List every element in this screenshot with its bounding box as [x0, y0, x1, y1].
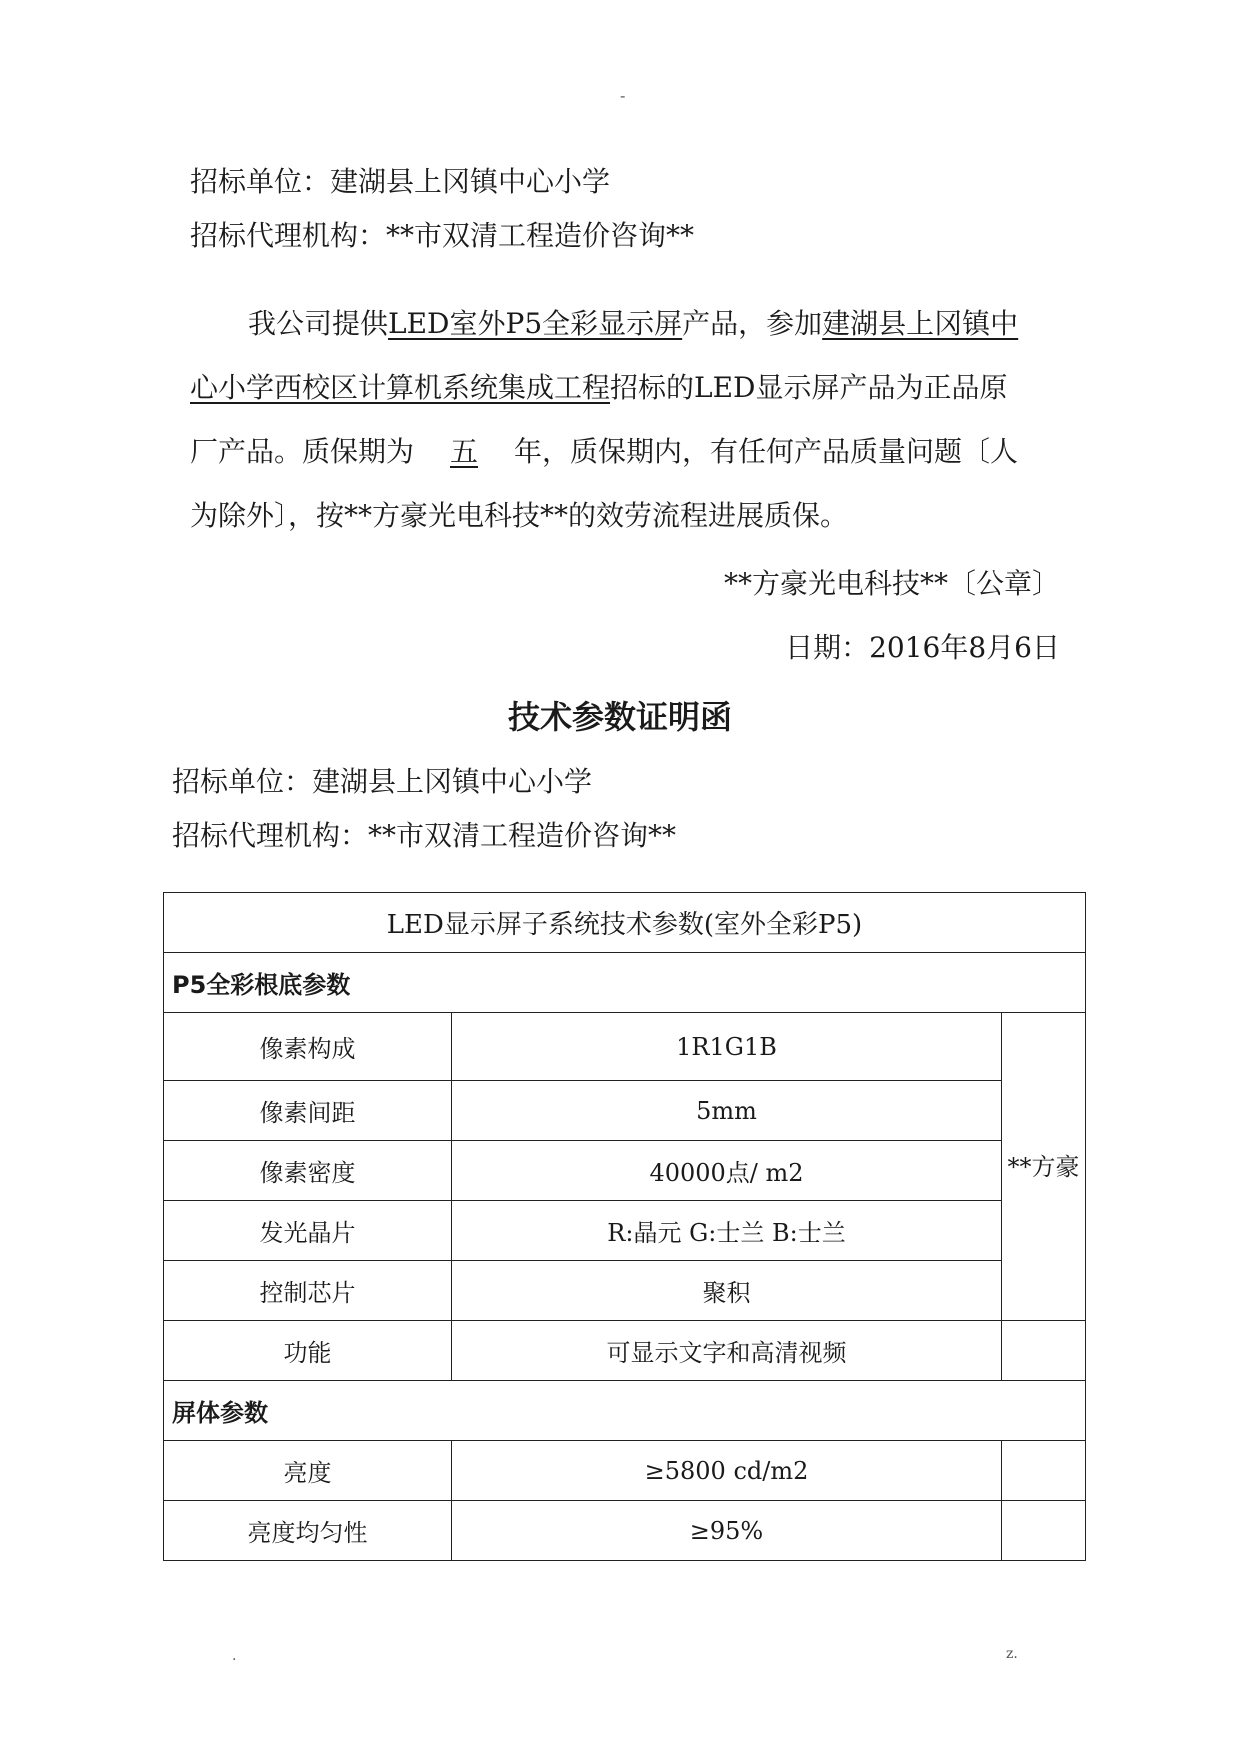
section-row: [164, 1381, 1086, 1441]
table-row: [164, 1321, 1086, 1381]
page-title: 技术参数证明函: [507, 698, 732, 736]
table-caption-row: [164, 893, 1086, 953]
header-mark: -: [620, 86, 626, 105]
param-value: 可显示文字和高清视频: [452, 1321, 1002, 1381]
table-caption: LED显示屏子系统技术参数(室外全彩P5): [164, 893, 1086, 953]
param-value: 1R1G1B: [452, 1013, 1002, 1081]
table-row: [164, 1141, 1086, 1201]
brand-note: **方豪: [1002, 1013, 1086, 1321]
table-row: [164, 1441, 1086, 1501]
statement-text: 厂产品。质保期为: [190, 435, 415, 468]
param-name: 亮度: [164, 1441, 452, 1501]
param-name: 亮度均匀性: [164, 1501, 452, 1561]
section-header: 屏体参数: [164, 1381, 1086, 1441]
table-row: [164, 1013, 1086, 1081]
statement-line-4: 为除外〕，按**方豪光电科技**的效劳流程进展质保。: [190, 499, 849, 532]
section-row: [164, 953, 1086, 1013]
param-name: 发光晶片: [164, 1201, 452, 1261]
param-name: 功能: [164, 1321, 452, 1381]
cover-agency: 招标代理机构：**市双清工程造价咨询**: [190, 219, 695, 252]
warranty-years: 五: [450, 435, 479, 468]
project-name: 建湖县上冈镇中: [822, 307, 1019, 340]
statement-text: 我公司提供: [248, 307, 389, 340]
param-value: 5mm: [452, 1081, 1002, 1141]
cover-tender-unit: 招标单位：建湖县上冈镇中心小学: [190, 165, 611, 198]
param-value: 40000点/ m2: [452, 1141, 1002, 1201]
statement-text: 招标的LED显示屏产品为正品原: [610, 371, 1008, 404]
statement-text: 年，质保期内，有任何产品质量问题〔人: [514, 435, 1019, 468]
table-row: [164, 1501, 1086, 1561]
param-name: 像素间距: [164, 1081, 452, 1141]
param-value: R:晶元 G:士兰 B:士兰: [452, 1201, 1002, 1261]
param-name: 像素构成: [164, 1013, 452, 1081]
table-row: [164, 1261, 1086, 1321]
product-name: LED室外P5全彩显示屏: [388, 307, 683, 340]
cert-tender-unit: 招标单位：建湖县上冈镇中心小学: [172, 765, 593, 798]
statement-line-1: [248, 304, 1018, 344]
table-row: [164, 1201, 1086, 1261]
statement-line-2: [190, 368, 1008, 408]
table-row: [164, 1081, 1086, 1141]
statement-line-3: [190, 432, 1018, 472]
param-value: 聚积: [452, 1261, 1002, 1321]
empty-cell: [1002, 1441, 1086, 1501]
param-value: ≥95%: [452, 1501, 1002, 1561]
footer-right-mark: z.: [1006, 1646, 1018, 1662]
footer-left-mark: .: [232, 1648, 237, 1664]
param-value: ≥5800 cd/m2: [452, 1441, 1002, 1501]
statement-text: 产品，参加: [682, 307, 823, 340]
empty-cell: [1002, 1501, 1086, 1561]
param-name: 像素密度: [164, 1141, 452, 1201]
statement-date: 日期：2016年8月6日: [785, 631, 1060, 664]
empty-cell: [1002, 1321, 1086, 1381]
param-name: 控制芯片: [164, 1261, 452, 1321]
section-header: P5全彩根底参数: [164, 953, 1086, 1013]
spec-table: [163, 892, 1086, 1561]
cert-agency: 招标代理机构：**市双清工程造价咨询**: [172, 819, 677, 852]
company-seal: **方豪光电科技**〔公章〕: [723, 567, 1060, 600]
project-name: 心小学西校区计算机系统集成工程: [190, 371, 611, 404]
